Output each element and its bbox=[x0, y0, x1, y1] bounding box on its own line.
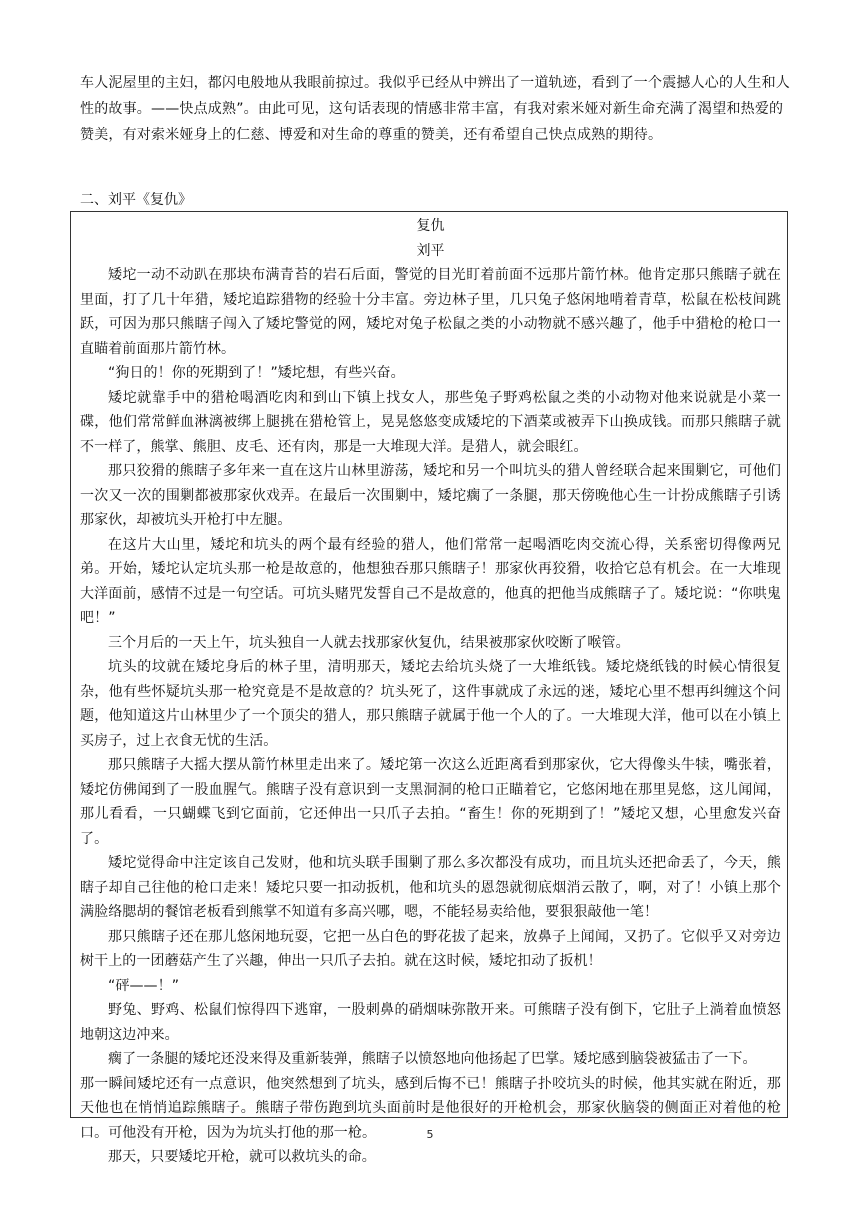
intro-paragraph: 车人泥屋里的主妇，都闪电般地从我眼前掠过。我似乎已经从中辨出了一道轨迹，看到了一个震撼人心的人生和人性的故事。——快点成熟”。由此可见，这句话表现的情感非常丰富，有我对索米娅对新生命充满了渴望和热爱的赞美，有对索米娅身上的仁慈、博爱和对生命的尊重的赞美，还有希望自己快点成熟的期待。 bbox=[80, 75, 790, 143]
section-heading: 二、刘平《复仇》 bbox=[80, 192, 192, 208]
story-paragraph: 瘸了一条腿的矮坨还没来得及重新装弹，熊瞎子以愤怒地向他扬起了巴掌。矮坨感到脑袋被猛击了一下。 bbox=[108, 1051, 757, 1067]
story-paragraph: 那只狡猾的熊瞎子多年来一直在这片山林里游荡，矮坨和另一个叫坑头的猎人曾经联合起来围剿它，可他们一次又一次的围剿都被那家伙戏弄。在最后一次围剿中，矮坨瘸了一条腿，那天傍晚他心生一计扮成熊瞎子引诱那家伙，却被坑头开枪打中左腿。 bbox=[80, 463, 781, 528]
story-paragraph: 野兔、野鸡、松鼠们惊得四下逃窜，一股刺鼻的硝烟味弥散开来。可熊瞎子没有倒下，它肚子上淌着血愤怒地朝这边冲来。 bbox=[80, 1002, 781, 1043]
story-title: 复仇 bbox=[416, 218, 445, 234]
page-number: 5 bbox=[426, 1128, 434, 1141]
story-paragraph: 矮坨就靠手中的猎枪喝酒吃肉和到山下镇上找女人，那些兔子野鸡松鼠之类的小动物对他来说就是小菜一碟，他们常常鲜血淋漓被绑上腿挑在猎枪管上，晃晃悠悠变成矮坨的下酒菜或被弄下山换成钱。而那只熊瞎子就不一样了，熊掌、熊胆、皮毛、还有肉，那是一大堆现大洋。是猎人，就会眼红。 bbox=[80, 389, 781, 455]
story-paragraph: 那天，只要矮坨开枪，就可以救坑头的命。 bbox=[108, 1149, 376, 1165]
story-paragraph: 三个月后的一天上午，坑头独自一人就去找那家伙复仇，结果被那家伙咬断了喉管。 bbox=[108, 634, 630, 651]
story-box bbox=[70, 211, 788, 1165]
story-paragraph: 那只熊瞎子还在那儿悠闲地玩耍，它把一丛白色的野花拔了起来，放鼻子上闻闻，又扔了。它似乎又对旁边树干上的一团蘑菇产生了兴趣，伸出一只爪子去拍。就在这时候，矮坨扣动了扳机！ bbox=[80, 928, 781, 969]
story-paragraph: 在这片大山里，矮坨和坑头的两个最有经验的猎人，他们常常一起喝酒吃肉交流心得，关系密切得像两兄弟。开始，矮坨认定坑头那一枪是故意的，他想独吞那只熊瞎子！那家伙再狡猾，收拾它总有机会。在一大堆现大洋面前，感情不过是一句空话。可坑头赌咒发誓自己不是故意的，他真的把他当成熊瞎子了。矮坨说：“你哄鬼吧！” bbox=[80, 536, 781, 626]
story-author: 刘平 bbox=[416, 242, 445, 259]
intro-text bbox=[80, 70, 792, 148]
story-paragraph: “狗日的！你的死期到了！”矮坨想，有些兴奋。 bbox=[108, 365, 405, 381]
story-paragraph: 那只熊瞎子大摇大摆从箭竹林里走出来了。矮坨第一次这么近距离看到那家伙，它大得像头牛犊，嘴张着，矮坨仿佛闻到了一股血腥气。熊瞎子没有意识到一支黑洞洞的枪口正瞄着它，它悠闲地在那里晃悠，这儿闻闻，那儿看看，一只蝴蝶飞到它面前，它还伸出一只爪子去拍。“畜生！你的死期到了！”矮坨又想，心里愈发兴奋了。 bbox=[80, 757, 781, 847]
story-paragraph: “砰——！” bbox=[108, 977, 180, 994]
story-paragraph: 坑头的坟就在矮坨身后的林子里，清明那天，矮坨去给坑头烧了一大堆纸钱。矮坨烧纸钱的时候心情很复杂，他有些怀疑坑头那一枪究竟是不是故意的？坑头死了，这件事就成了永远的迷，矮坨心里不想再纠缠这个问题，他知道这片山林里少了一个顶尖的猎人，那只熊瞎子就属于他一个人的了。一大堆现大洋，他可以在小镇上买房子，过上衣食无忧的生活。 bbox=[80, 659, 781, 749]
story-paragraph: 矮坨一动不动趴在那块布满青苔的岩石后面，警觉的目光盯着前面不远那片箭竹林。他肯定那只熊瞎子就在里面，打了几十年猎，矮坨追踪猎物的经验十分丰富。旁边林子里，几只兔子悠闲地啃着青草，松鼠在松枝间跳跃，可因为那只熊瞎子闯入了矮坨警觉的网，矮坨对兔子松鼠之类的小动物就不感兴趣了，他手中猎枪的枪口一直瞄着前面那片箭竹林。 bbox=[80, 267, 781, 357]
story-paragraph: 矮坨觉得命中注定该自己发财，他和坑头联手围剿了那么多次都没有成功，而且坑头还把命丢了，今天，熊瞎子却自己往他的枪口走来！矮坨只要一扣动扳机，他和坑头的恩怨就彻底烟消云散了，啊，对了！小镇上那个满脸络腮胡的餐馆老板看到熊掌不知道有多高兴哪，嗯，不能轻易卖给他，要狠狠敲他一笔！ bbox=[80, 855, 781, 920]
story-paragraph: 那一瞬间矮坨还有一点意识，他突然想到了坑头，感到后悔不已！熊瞎子扑咬坑头的时候，他其实就在附近，那天他也在悄悄追踪熊瞎子。熊瞎子带伤跑到坑头面前时是他很好的开枪机会，那家伙脑袋的侧面正对着他的枪口。可他没有开枪，因为为坑头打他的那一枪。 bbox=[80, 1075, 781, 1141]
